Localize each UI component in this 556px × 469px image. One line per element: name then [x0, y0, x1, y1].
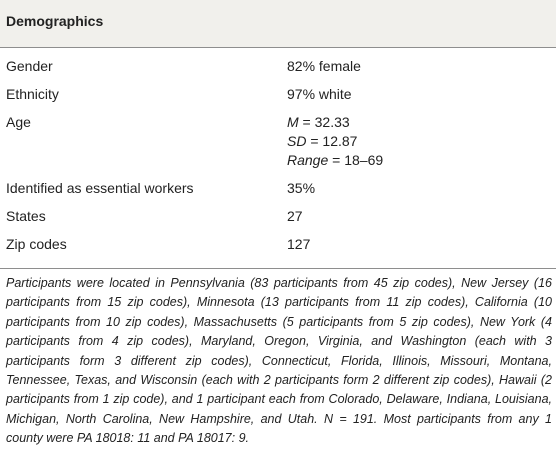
row-value: 27 [287, 208, 303, 224]
header-divider [0, 47, 556, 48]
sd-value: = 12.87 [306, 133, 358, 149]
row-label: States [6, 208, 46, 224]
age-sd [287, 132, 383, 151]
row-label: Age [6, 114, 31, 130]
age-range [287, 151, 383, 170]
range-symbol: Range [287, 152, 329, 168]
mean-symbol: M [287, 114, 299, 130]
sd-symbol: SD [287, 133, 307, 149]
footer-divider [0, 268, 556, 269]
age-stats [287, 113, 383, 170]
row-label: Zip codes [6, 236, 67, 252]
range-value: = 18–69 [328, 152, 384, 168]
table-header [0, 0, 556, 47]
row-value: 127 [287, 236, 311, 252]
age-mean [287, 113, 383, 132]
table-footnote: Participants were located in Pennsylvania (83 participants from 45 zip codes), New Jersey (16 participants from 15 zip codes), Minnesota (13 participants from 11 zip codes), California (10 participants from 10 zip codes), Massachusetts (5 participants from 5 zip codes), New York (4 participants from 4 zip codes), Maryland, Oregon, Virginia, and Washington (each with 3 participants form 3 different zip codes), Connecticut, Florida, Illinois, Missouri, Montana, Tennessee, Texas, and Wisconsin (each with 2 participants form 2 different zip codes), Hawaii (2 participants from 1 zip code), and 1 participant each from Colorado, Delaware, Indiana, Louisiana, Michigan, North Carolina, New Hampshire, and Utah. N = 191. Most participants from any 1 county were PA 18018: 11 and PA 18017: 9. [6, 276, 552, 446]
header-title: Demographics [6, 13, 104, 29]
row-label: Ethnicity [6, 86, 59, 102]
row-label: Gender [6, 58, 53, 74]
row-value: 82% female [287, 58, 361, 74]
row-value: 97% white [287, 86, 352, 102]
row-label: Identified as essential workers [6, 180, 194, 196]
row-value: 35% [287, 180, 316, 196]
mean-value: = 32.33 [298, 114, 350, 130]
